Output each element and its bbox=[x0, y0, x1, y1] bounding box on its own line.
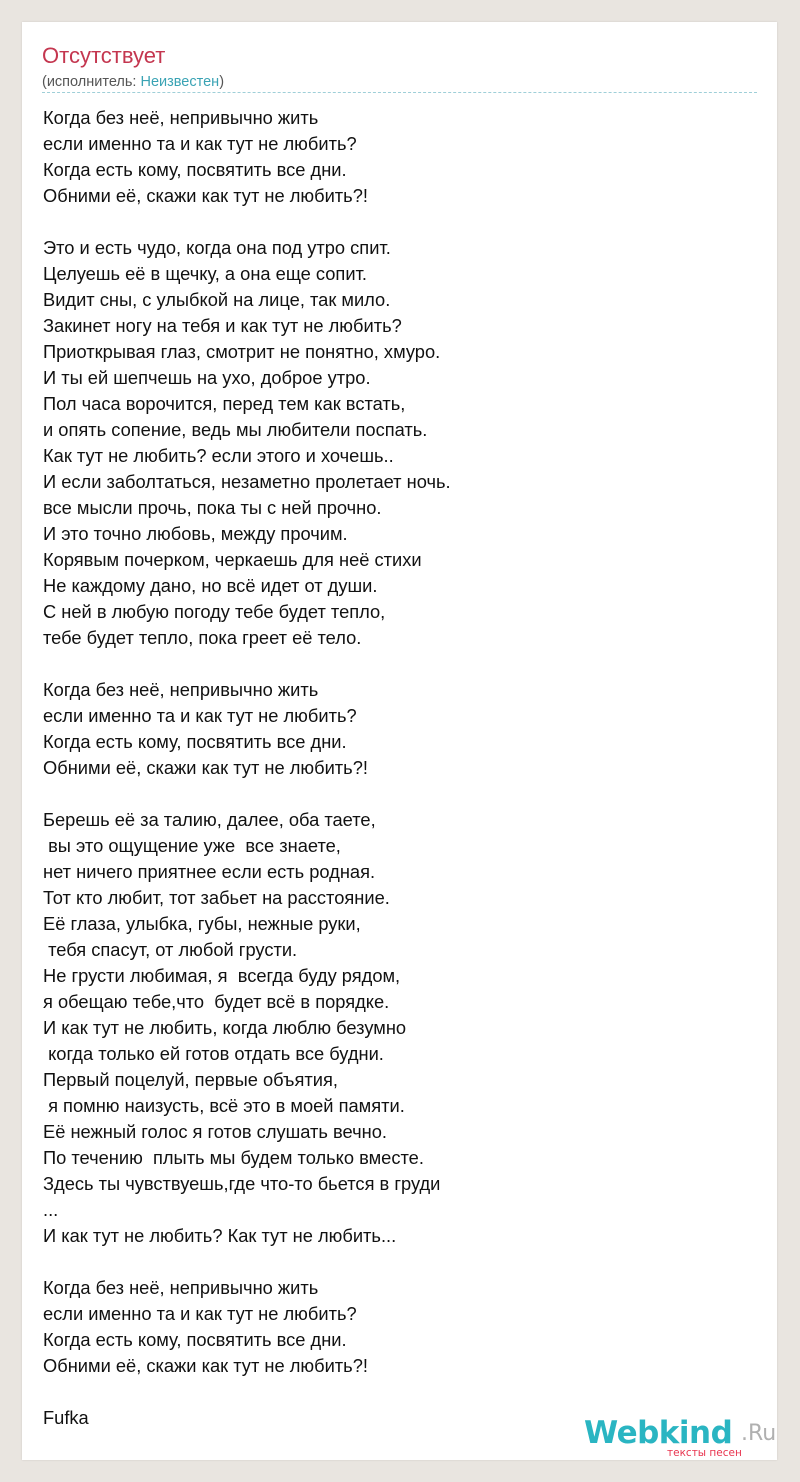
lyric-line: Когда без неё, непривычно жить bbox=[43, 107, 319, 128]
logo-tagline: тексты песен bbox=[667, 1447, 742, 1459]
lyric-line: тебе будет тепло, пока греет её тело. bbox=[43, 627, 362, 648]
artist-suffix: ) bbox=[219, 74, 225, 90]
lyric-line: Видит сны, с улыбкой на лице, так мило. bbox=[43, 289, 391, 310]
lyric-line: все мысли прочь, пока ты с ней прочно. bbox=[43, 497, 382, 518]
lyrics-author: Fufka bbox=[43, 1407, 89, 1428]
lyric-line: если именно та и как тут не любить? bbox=[43, 705, 357, 726]
site-logo[interactable] bbox=[584, 1415, 784, 1459]
lyric-line: Корявым почерком, черкаешь для неё стихи bbox=[43, 549, 422, 570]
lyric-line: когда только ей готов отдать все будни. bbox=[43, 1043, 384, 1064]
lyric-line: Когда без неё, непривычно жить bbox=[43, 1277, 319, 1298]
stanza-break bbox=[43, 781, 753, 807]
lyric-line: Когда есть кому, посвятить все дни. bbox=[43, 731, 347, 752]
lyric-line: и опять сопение, ведь мы любители поспать. bbox=[43, 419, 428, 440]
artist-prefix: (исполнитель: bbox=[42, 74, 141, 90]
lyric-line: По течению плыть мы будем только вместе. bbox=[43, 1147, 424, 1168]
lyric-line: Когда без неё, непривычно жить bbox=[43, 679, 319, 700]
title-divider bbox=[42, 92, 757, 93]
lyric-line: Как тут не любить? если этого и хочешь.. bbox=[43, 445, 394, 466]
lyric-line: Это и есть чудо, когда она под утро спит. bbox=[43, 237, 391, 258]
stanza-break bbox=[43, 1249, 753, 1275]
lyric-line: Её нежный голос я готов слушать вечно. bbox=[43, 1121, 387, 1142]
lyric-line: И это точно любовь, между прочим. bbox=[43, 523, 348, 544]
stanza-break bbox=[43, 651, 753, 677]
lyric-line: тебя спасут, от любой грусти. bbox=[43, 939, 298, 960]
lyric-line: если именно та и как тут не любить? bbox=[43, 133, 357, 154]
lyric-line: И как тут не любить? Как тут не любить... bbox=[43, 1225, 397, 1246]
lyric-line: Когда есть кому, посвятить все дни. bbox=[43, 1329, 347, 1350]
lyric-line: Приоткрывая глаз, смотрит не понятно, хмуро. bbox=[43, 341, 441, 362]
lyric-line: нет ничего приятнее если есть родная. bbox=[43, 861, 376, 882]
lyric-line: Когда есть кому, посвятить все дни. bbox=[43, 159, 347, 180]
lyric-line: Не грусти любимая, я всегда буду рядом, bbox=[43, 965, 401, 986]
lyric-line: Её глаза, улыбка, губы, нежные руки, bbox=[43, 913, 361, 934]
lyric-line: Берешь её за талию, далее, оба таете, bbox=[43, 809, 376, 830]
lyric-line: Целуешь её в щечку, а она еще сопит. bbox=[43, 263, 367, 284]
lyric-line: И как тут не любить, когда люблю безумно bbox=[43, 1017, 407, 1038]
lyric-line: я обещаю тебе,что будет всё в порядке. bbox=[43, 991, 390, 1012]
lyric-line: Обними её, скажи как тут не любить?! bbox=[43, 185, 368, 206]
lyric-line: С ней в любую погоду тебе будет тепло, bbox=[43, 601, 386, 622]
stanza-break bbox=[43, 209, 753, 235]
lyrics-card bbox=[22, 22, 777, 1460]
lyric-line: вы это ощущение уже все знаете, bbox=[43, 835, 341, 856]
lyric-line: если именно та и как тут не любить? bbox=[43, 1303, 357, 1324]
lyric-line: Пол часа ворочится, перед тем как встать, bbox=[43, 393, 406, 414]
logo-tld: .Ru bbox=[741, 1421, 777, 1446]
lyrics-text bbox=[43, 105, 753, 1379]
lyric-line: И ты ей шепчешь на ухо, доброе утро. bbox=[43, 367, 371, 388]
lyric-line: Первый поцелуй, первые объятия, bbox=[43, 1069, 338, 1090]
lyric-line: Здесь ты чувствуешь,где что-то бьется в груди bbox=[43, 1173, 441, 1194]
lyric-line: Обними её, скажи как тут не любить?! bbox=[43, 1355, 368, 1376]
lyric-line: Обними её, скажи как тут не любить?! bbox=[43, 757, 368, 778]
artist-line bbox=[42, 72, 224, 92]
lyric-line: И если заболтаться, незаметно пролетает ночь. bbox=[43, 471, 451, 492]
lyric-line: Закинет ногу на тебя и как тут не любить? bbox=[43, 315, 402, 336]
song-title: Отсутствует bbox=[42, 43, 166, 68]
lyric-line: я помню наизусть, всё это в моей памяти. bbox=[43, 1095, 405, 1116]
lyric-line: Не каждому дано, но всё идет от души. bbox=[43, 575, 378, 596]
artist-link[interactable]: Неизвестен bbox=[140, 74, 220, 90]
logo-name: Webkind bbox=[584, 1415, 733, 1451]
lyric-line: Тот кто любит, тот забьет на расстояние. bbox=[43, 887, 390, 908]
lyric-line: ... bbox=[43, 1199, 59, 1220]
